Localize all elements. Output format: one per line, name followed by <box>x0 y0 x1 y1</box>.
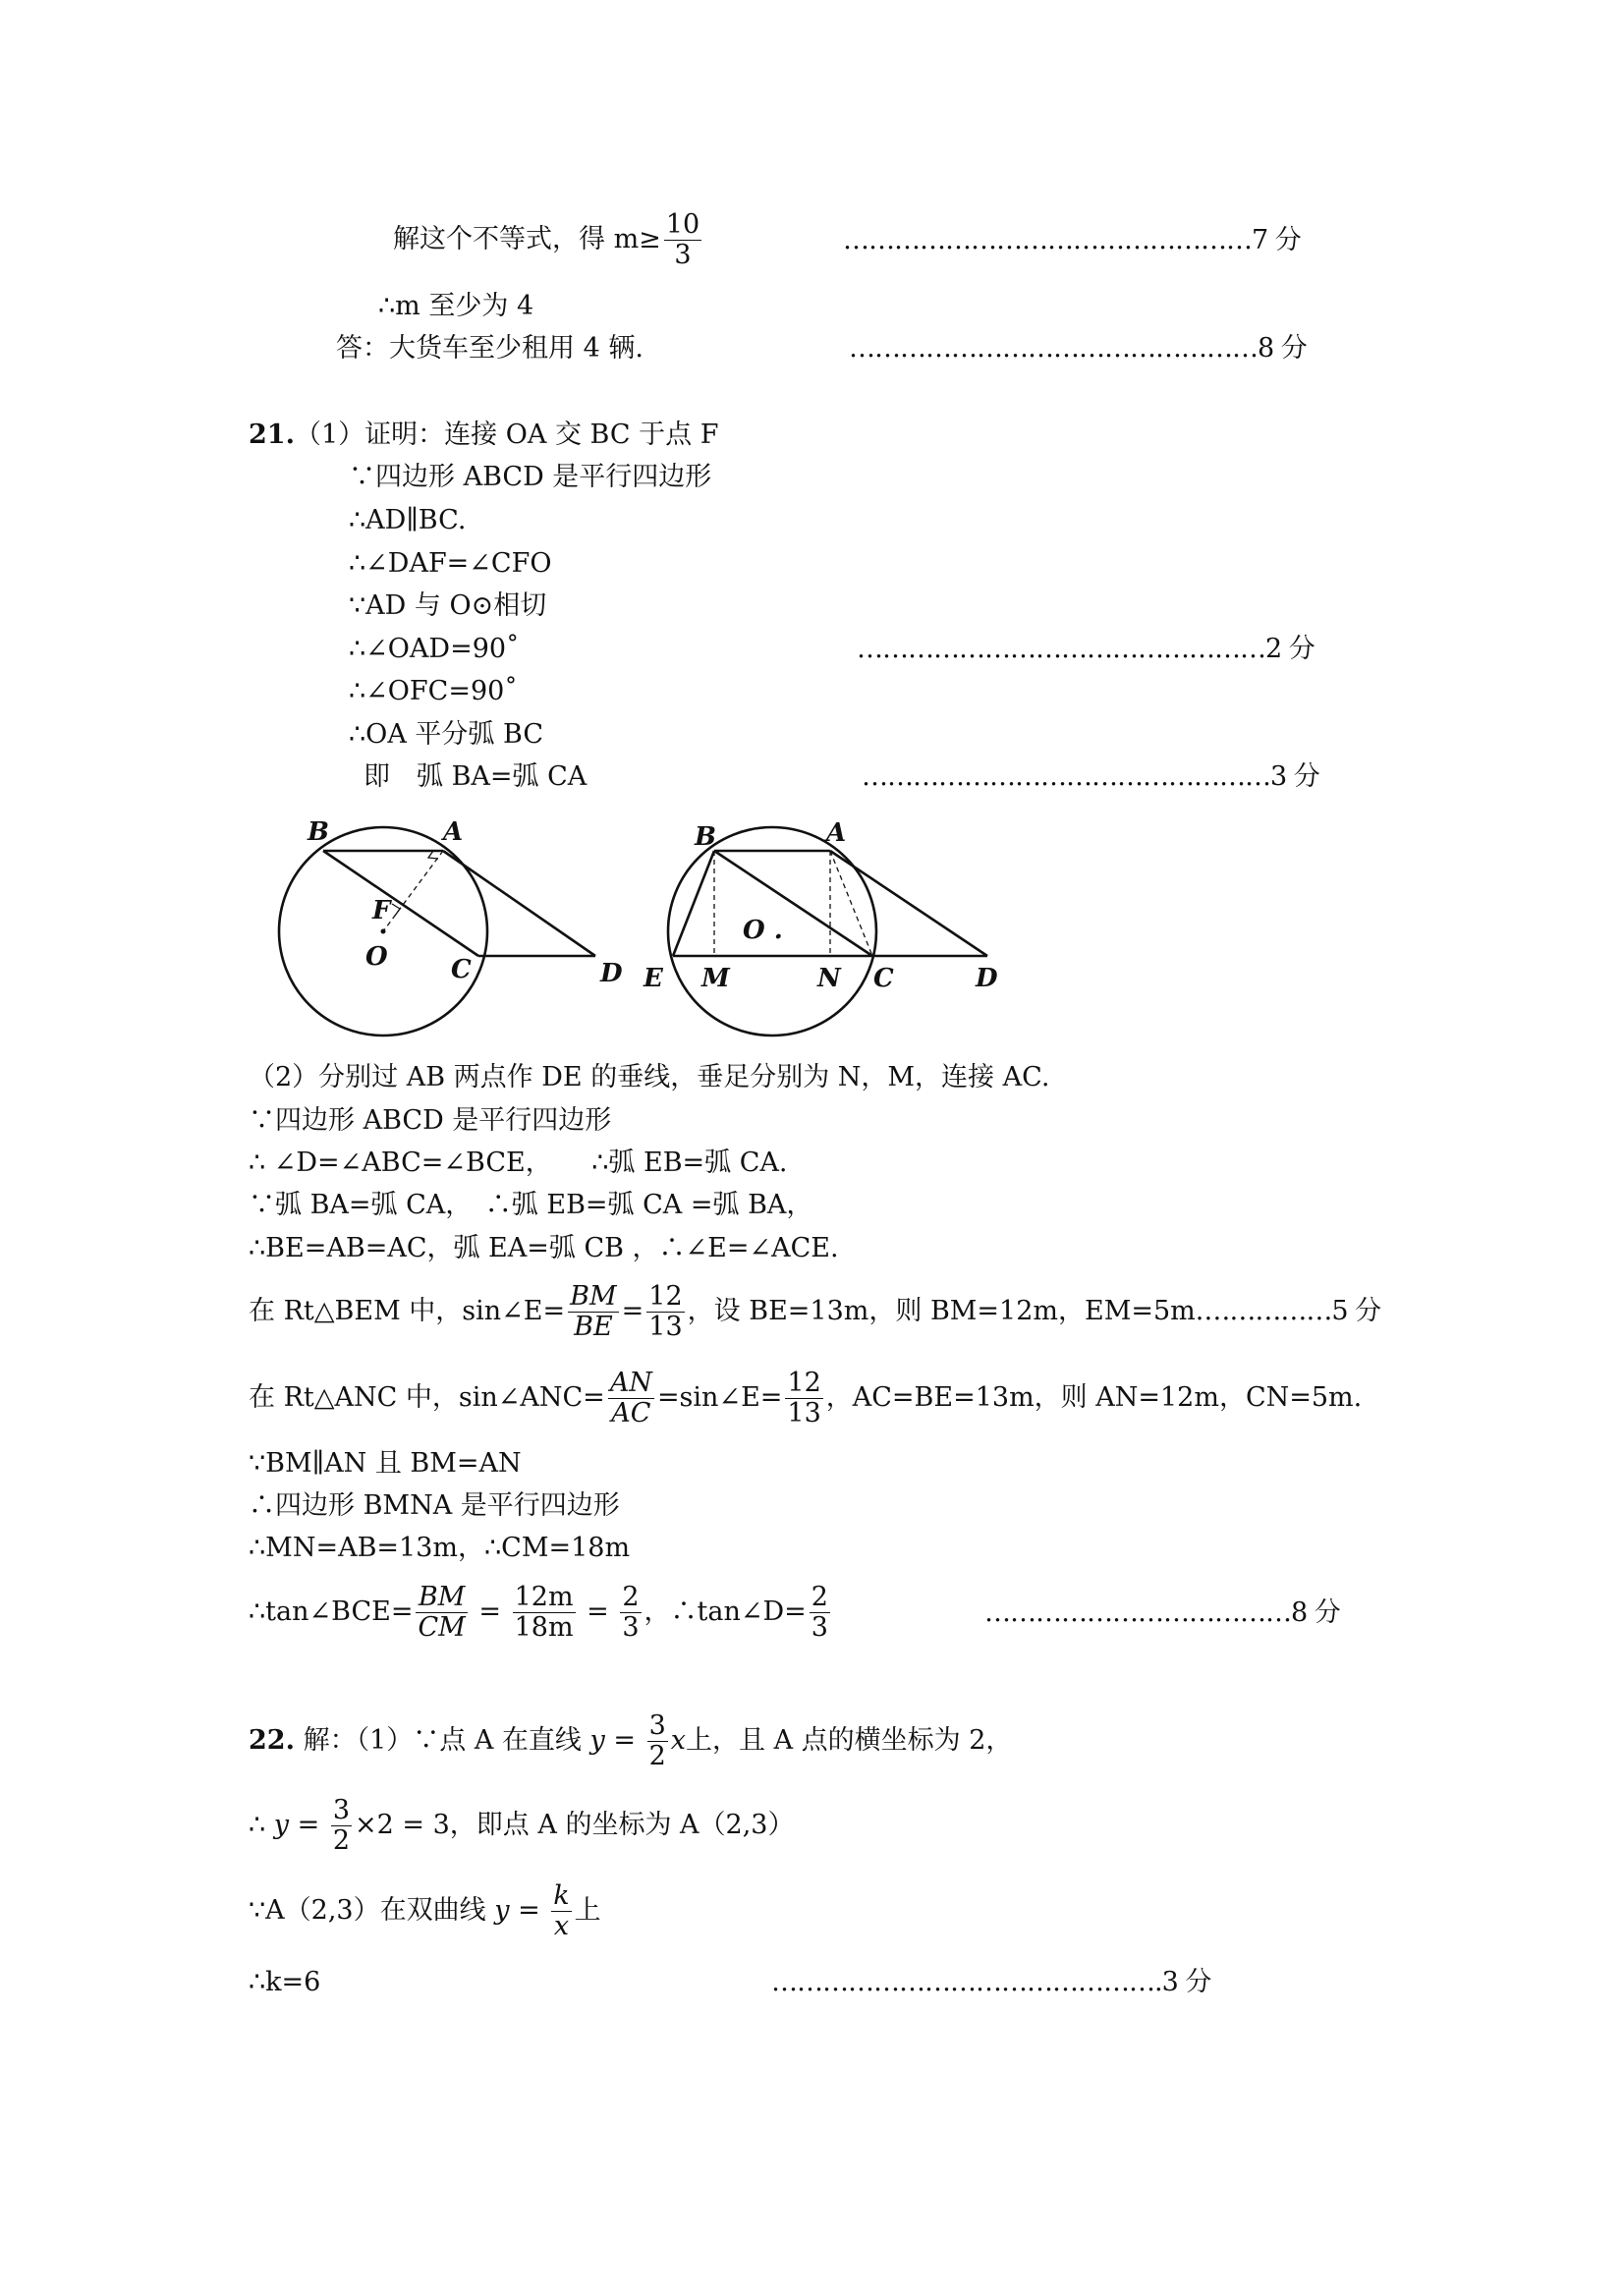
step5-dots: ……………5 分 <box>1203 1296 1381 1326</box>
frac-numerator: 3 <box>648 1710 666 1741</box>
q22-line3: ∵A（2,3）在双曲线 y = $\frac{k}{x}$ 上 <box>249 1880 601 1941</box>
fig2-segment-AC <box>830 851 872 956</box>
fraction-bm-be <box>568 1282 619 1342</box>
q21-part2-step6 <box>249 1369 1362 1428</box>
frac-numerator: 12m <box>514 1582 574 1612</box>
q21-part2-step4: ∴BE=AB=AC，弧 EA=弧 CB ，∴∠E=∠ACE. <box>249 1233 839 1263</box>
fig2-circle <box>668 827 876 1036</box>
frac-numerator: 3 <box>332 1795 351 1825</box>
q21-part2-step1: ∵四边形 ABCD 是平行四边形 <box>249 1105 612 1136</box>
fraction-2-3 <box>620 1583 641 1643</box>
frac-numerator: 2 <box>811 1582 828 1612</box>
fig1-segment-OA <box>383 851 443 931</box>
fig2-label-D: D <box>976 964 998 993</box>
fig2-segment-AD <box>830 851 987 956</box>
fraction-12-13 <box>785 1369 822 1428</box>
step6-suffix: ，AC=BE=13m，则 AN=12m，CN=5m. <box>825 1382 1363 1413</box>
frac-numerator: k <box>553 1880 570 1911</box>
q21-part1-heading <box>249 420 718 450</box>
fraction-10-3 <box>664 210 701 270</box>
q22-line2: ∴ y = $\frac{3}{2}$ ×2 = 3，即点 A 的坐标为 A（2,3） <box>249 1795 795 1856</box>
fraction-k-x <box>551 1881 571 1941</box>
fraction-2-3-b <box>810 1583 830 1643</box>
frac-numerator: 2 <box>622 1582 640 1612</box>
q22-line1-suffix: 上，且 A 点的横坐标为 2， <box>686 1725 1013 1756</box>
q21-step2: ∴AD∥BC. <box>349 505 467 535</box>
step6-prefix: 在 Rt△ANC 中，sin∠ANC= <box>249 1382 605 1413</box>
q21-step5: ∴∠OAD=90˚ <box>349 634 520 664</box>
fig2-label-N: N <box>817 964 841 993</box>
frac-numerator: BM <box>570 1281 617 1312</box>
fraction-3-2 <box>331 1796 352 1856</box>
q21-step10-dots: ………………………………8 分 <box>984 1597 1340 1628</box>
fig2-label-M: M <box>701 964 730 993</box>
q22-line3-prefix: ∵A（2,3）在双曲线 <box>249 1895 486 1926</box>
frac-numerator: 10 <box>665 209 700 240</box>
frac-denominator: AC <box>611 1398 651 1428</box>
frac-denominator: 2 <box>648 1741 666 1771</box>
q20-answer-dots: …………………………………………8 分 <box>849 333 1307 364</box>
fraction-3-2 <box>647 1711 668 1771</box>
q20-solve-text: 解这个不等式，得 m≥ <box>393 224 661 254</box>
q22-line4: ∴k=6 <box>249 1967 321 1997</box>
q20-answer: 答：大货车至少租用 4 辆. <box>336 333 644 364</box>
fig1-right-angle-A <box>428 851 438 859</box>
fig2-label-A: A <box>826 818 847 848</box>
q21-part2-step7: ∵BM∥AN 且 BM=AN <box>249 1448 522 1479</box>
frac-denominator: 18m <box>514 1612 574 1643</box>
fig1-segment-BC <box>323 851 478 956</box>
fraction-bm-cm <box>416 1583 467 1643</box>
fig1-circle <box>279 827 487 1036</box>
q20-solve-dots: …………………………………………7 分 <box>843 225 1301 255</box>
q21-step4: ∵AD 与 O⊙相切 <box>349 590 547 621</box>
frac-denominator: 3 <box>674 240 692 270</box>
q22-line4-dots: ……………………………………….3 分 <box>771 1967 1211 1997</box>
figure-2-labels <box>643 818 998 993</box>
fig2-label-E: E <box>644 964 663 993</box>
frac-numerator: 12 <box>787 1368 821 1398</box>
q21-part2-step3: ∵弧 BA=弧 CA， ∴弧 EB=弧 CA =弧 BA， <box>249 1190 813 1220</box>
q22-line1-prefix: 解：（1）∵点 A 在直线 <box>303 1725 582 1756</box>
frac-denominator: x <box>553 1911 570 1941</box>
q22-number: 22. <box>249 1725 295 1756</box>
fig1-label-B: B <box>308 817 329 847</box>
frac-denominator: 2 <box>332 1825 351 1856</box>
q22-line3-suffix: 上 <box>574 1895 601 1926</box>
q22-line2-suffix: ×2 = 3，即点 A 的坐标为 A（2,3） <box>355 1810 795 1840</box>
q21-part1-text: （1）证明：连接 OA 交 BC 于点 F <box>294 420 719 450</box>
var-x: x <box>670 1725 686 1756</box>
fig1-segment-AD <box>443 851 595 956</box>
fig2-label-O: O . <box>743 916 783 945</box>
frac-denominator: 3 <box>811 1612 828 1643</box>
q21-step5-dots: …………………………………………2 分 <box>857 634 1315 664</box>
frac-denominator: BE <box>574 1312 613 1342</box>
var-y: y <box>589 1725 605 1756</box>
frac-denominator: 13 <box>648 1312 683 1342</box>
fig1-label-F: F <box>372 896 391 925</box>
frac-numerator: BM <box>416 1583 467 1613</box>
equals-sign: = <box>621 1296 644 1326</box>
fig2-label-B: B <box>695 822 716 852</box>
fraction-12-13 <box>646 1282 684 1342</box>
fig1-label-O: O <box>365 942 388 972</box>
q22-line1: 22. 解：（1）∵点 A 在直线 y = $\frac{3}{2}$ x上，且 A 点的横坐标为 2， <box>249 1710 1013 1771</box>
fig2-segment-BC <box>714 851 872 956</box>
q21-part2-step8: ∴四边形 BMNA 是平行四边形 <box>249 1490 620 1521</box>
q21-number: 21. <box>249 420 295 450</box>
step5-prefix: 在 Rt△BEM 中，sin∠E= <box>249 1296 566 1326</box>
q20-least: ∴m 至少为 4 <box>378 291 534 321</box>
step10-prefix: ∴tan∠BCE= <box>249 1596 414 1627</box>
frac-numerator: 12 <box>648 1281 683 1312</box>
step5-suffix: ，设 BE=13m，则 BM=12m，EM=5m. <box>687 1296 1204 1326</box>
figure-2 <box>668 827 987 1036</box>
therefore-sign: ∴ <box>249 1810 266 1840</box>
q21-step1: ∵四边形 ABCD 是平行四边形 <box>349 462 712 492</box>
step10-middle: ，∴tan∠D= <box>644 1596 807 1627</box>
fig1-center-dot <box>381 929 386 934</box>
var-y: y <box>273 1810 290 1840</box>
q21-part2-step9: ∴MN=AB=13m，∴CM=18m <box>249 1533 631 1563</box>
q21-part2-step5 <box>249 1282 1380 1342</box>
frac-denominator: 3 <box>622 1612 640 1643</box>
q21-part2-step2: ∴ ∠D=∠ABC=∠BCE， ∴弧 EB=弧 CA. <box>249 1148 788 1178</box>
q21-step6: ∴∠OFC=90˚ <box>349 676 518 706</box>
fig1-label-A: A <box>443 817 464 847</box>
q21-step7: ∴OA 平分弧 BC <box>349 719 543 750</box>
fig1-label-C: C <box>451 955 472 984</box>
fig2-label-C: C <box>873 964 894 993</box>
step6-middle: =sin∠E= <box>656 1382 783 1413</box>
figure-1 <box>279 827 595 1036</box>
fraction-12m-18m <box>513 1583 576 1643</box>
q21-step8-dots: …………………………………………3 分 <box>862 761 1319 792</box>
q21-part2-heading: （2）分别过 AB 两点作 DE 的垂线，垂足分别为 N，M，连接 AC. <box>249 1062 1050 1092</box>
q21-part2-step10: ∴tan∠BCE= $\frac{BM}{CM}$ = $\frac{12m}{18m}$ = $\frac{2}{3}$ ，∴tan∠D= $\frac{2}{3}$ <box>249 1582 828 1643</box>
q21-step3: ∴∠DAF=∠CFO <box>349 548 552 579</box>
frac-numerator: AN <box>609 1368 652 1398</box>
fig1-right-angle-F <box>392 904 400 916</box>
q21-step8: 即 弧 BA=弧 CA <box>364 761 588 792</box>
frac-denominator: CM <box>418 1612 466 1643</box>
figure-1-labels <box>307 817 623 988</box>
q20-solve-line <box>393 210 704 270</box>
fig1-label-D: D <box>600 959 623 988</box>
fraction-an-ac <box>608 1369 654 1428</box>
var-y: y <box>494 1895 510 1926</box>
fig2-segment-BE <box>673 851 714 956</box>
frac-denominator: 13 <box>787 1398 821 1428</box>
